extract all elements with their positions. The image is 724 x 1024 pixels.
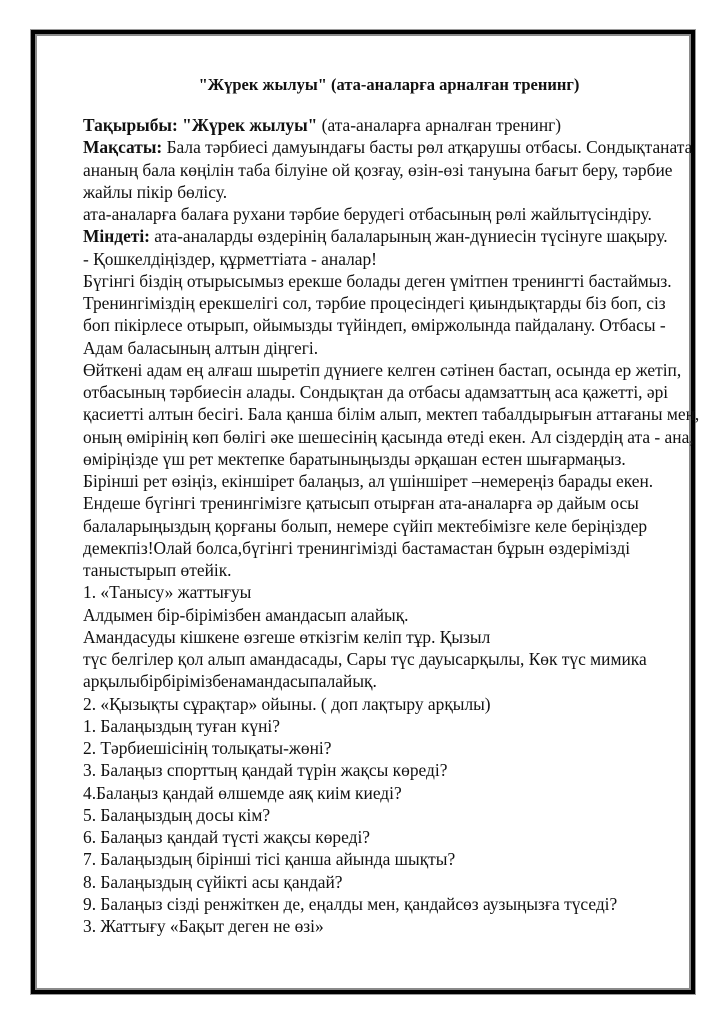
- task-line: [83, 225, 683, 247]
- body-line: арқылыбірбірімізбенамандасыпалайық.: [83, 671, 377, 692]
- body-line: - Қошкелдіңіздер, құрметтіата - аналар!: [83, 248, 377, 269]
- question-item: 5. Балаңыздың досы кім?: [83, 804, 271, 825]
- body-line: қасиетті алтын бесігі. Бала қанша білім алып, мектеп табалдырығын аттағаны мен,: [83, 404, 700, 425]
- body-line: түс белгілер қол алып амандасады, Сары түс дауысарқылы, Көк түс мимика: [83, 649, 647, 669]
- body-line: отбасының тәрбиесін алады. Сондықтан да отбасы адамзаттың аса қажетті, әрі: [83, 382, 669, 402]
- question-item: 6. Балаңыз қандай түсті жақсы көреді?: [83, 827, 371, 847]
- question-item: 2. Тәрбиешісінің толықаты-жөні?: [83, 738, 332, 758]
- body-line: демекпіз!Олай болса,бүгінгі тренингімізді бастамастан бұрын өздерімізді: [83, 537, 631, 558]
- body-line: Өйткені адам ең алғаш шыретіп дүниеге келген сәтінен бастап, осында ер жетіп,: [83, 359, 682, 380]
- goal-text: Бала тәрбиесі дамуындағы басты рөл атқарушы отбасы. Сондықтаната: [162, 137, 693, 158]
- question-item: 3. Балаңыз спорттың қандай түрін жақсы көреді?: [83, 760, 448, 781]
- body-line: Амандасуды кішкене өзгеше өткізгім келіп тұр. Қызыл: [83, 626, 491, 647]
- question-item: 4.Балаңыз қандай өлшемде аяқ киім киеді?: [83, 782, 402, 803]
- questions-list: [83, 715, 683, 915]
- body-line: Тренингіміздің ерекшелігі сол, тәрбие процесіндегі қиындықтарды біз боп, сіз: [83, 293, 666, 313]
- question-item: 7. Балаңыздың бірінші тісі қанша айында шықты?: [83, 849, 456, 870]
- topic-text: (ата-аналарға арналған тренинг): [317, 115, 562, 135]
- body-line: Ендеше бүгінгі тренингімізге қатысып отырған ата-аналарға әр дайым осы: [83, 493, 639, 514]
- body-line: оның өмірінің көп бөлігі әке шешесінің қасында өтеді екен. Ал сіздердің ата - ана,: [83, 426, 694, 447]
- question-item: 9. Балаңыз сізді ренжіткен де, еңалды мен, қандайсөз аузыңызға түседі?: [83, 893, 618, 914]
- goal-continuation-line: ата-аналарға балаға рухани тәрбие берудегі отбасының рөлі жайлытүсіндіру.: [83, 204, 652, 224]
- goal-continuation-line: ананың бала көңілін таба білуіне ой қозғау, өзін-өзі тануына бағыт беру, тәрбие: [83, 159, 673, 180]
- question-item: 8. Балаңыздың сүйікті асы қандай?: [83, 871, 343, 892]
- exercise-heading: 1. «Танысу» жаттығуы: [83, 582, 252, 603]
- body-line: балаларыңыздың қорғаны болып, немере сүйіп мектебімізге келе беріңіздер: [83, 515, 648, 536]
- task-label: Міндеті:: [83, 226, 150, 247]
- body-line: боп пікірлесе отырып, ойымызды түйіндеп, өміржолында пайдалану. Отбасы -: [83, 315, 666, 336]
- body-line: Алдымен бір-бірімізбен амандасып алайық.: [83, 604, 409, 625]
- body-line: Бірінші рет өзіңіз, екіншірет балаңыз, ал үшіншірет –немереңіз барады екен.: [83, 471, 654, 491]
- document-title: "Жүрек жылуы" (ата-аналарға арналған тренинг): [198, 75, 580, 94]
- task-text: ата-аналарды өздерінің балаларының жан-дүниесін түсінуге шақыру.: [149, 226, 668, 247]
- question-item: 1. Балаңыздың туған күні?: [83, 715, 280, 736]
- next-exercise-heading: 3. Жаттығу «Бақыт деген не өзі»: [83, 916, 324, 936]
- body-line: өміріңізде үш рет мектепке баратыныңызды әрқашан естен шығармаңыз.: [83, 448, 626, 469]
- goal-line: [83, 136, 693, 158]
- body-line: Бүгінгі біздің отырысымыз ерекше болады деген үмітпен тренингті бастаймыз.: [83, 270, 672, 291]
- topic-line: [83, 114, 683, 136]
- body-line: Адам баласының алтын діңгегі.: [83, 337, 319, 358]
- topic-label: Тақырыбы: "Жүрек жылуы": [83, 115, 318, 135]
- body-line: таныстырып өтейік.: [83, 560, 232, 580]
- game-heading: 2. «Қызықты сұрақтар» ойыны. ( доп лақтыру арқылы): [83, 693, 491, 714]
- goal-continuation-line: жайлы пікір бөлісу.: [83, 181, 228, 202]
- goal-label: Мақсаты:: [83, 137, 163, 158]
- document-page: [83, 74, 700, 937]
